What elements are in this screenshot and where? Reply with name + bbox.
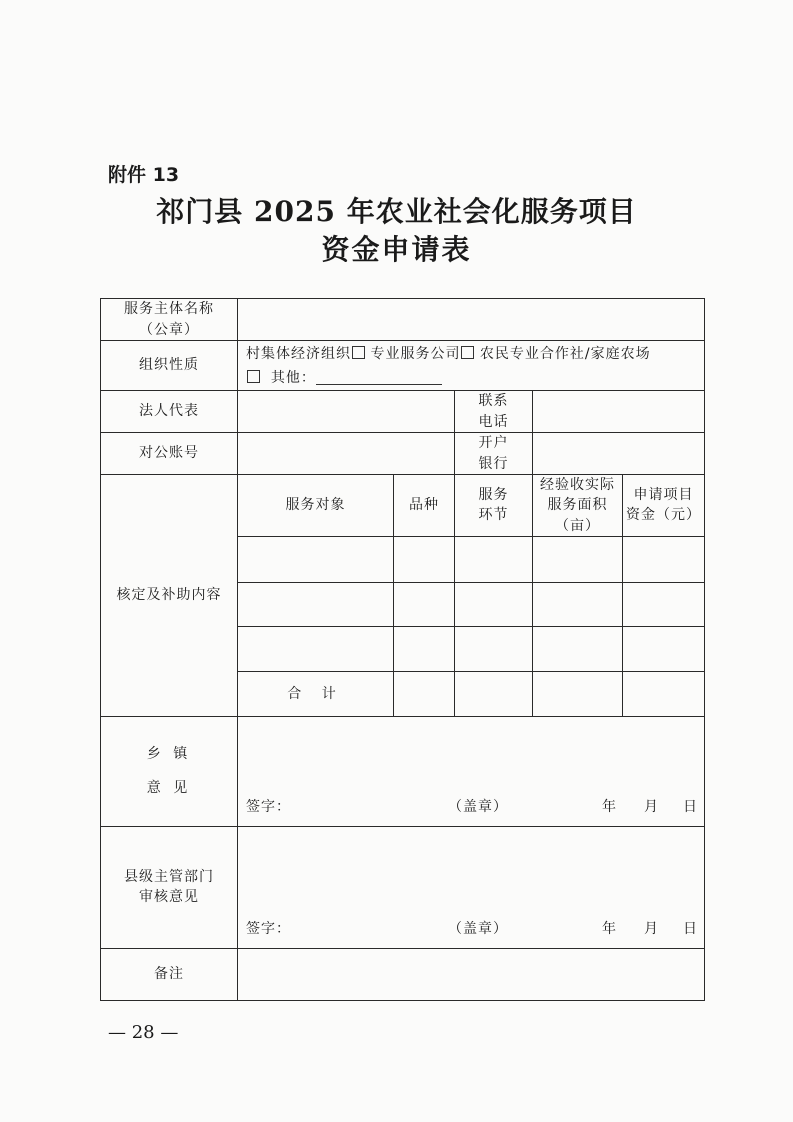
table-cell[interactable]	[238, 536, 394, 582]
total-label: 合 计	[238, 671, 394, 716]
table-cell[interactable]	[455, 582, 533, 626]
legal-rep-label: 法人代表	[101, 391, 238, 433]
month-label: 月	[644, 798, 659, 815]
org-name-label: 服务主体名称 （公章）	[101, 299, 238, 341]
signature-row	[246, 797, 698, 817]
table-cell[interactable]	[394, 626, 455, 671]
document-subtitle: 资金申请表	[321, 233, 472, 266]
remarks-field[interactable]	[238, 948, 705, 1000]
table-cell[interactable]	[533, 626, 623, 671]
year-label: 年	[602, 798, 617, 815]
table-cell[interactable]	[455, 626, 533, 671]
town-opinion-label: 乡 镇 意 见	[101, 716, 238, 826]
org-type-options: 村集体经济组织 专业服务公司 农民专业合作社/家庭农场 其他：	[238, 341, 705, 391]
table-cell[interactable]	[394, 536, 455, 582]
account-label: 对公账号	[101, 433, 238, 475]
col-header-service-link: 服务 环节	[455, 475, 533, 537]
document-title: 祁门县 2025 年农业社会化服务项目	[156, 195, 637, 228]
col-header-project-funds: 申请项目 资金（元）	[623, 475, 705, 537]
table-cell[interactable]	[394, 671, 455, 716]
sign-label: 签字：	[246, 798, 291, 815]
sign-label: 签字：	[246, 920, 291, 937]
org-name-field[interactable]	[238, 299, 705, 341]
table-cell[interactable]	[623, 582, 705, 626]
table-cell[interactable]	[238, 582, 394, 626]
remarks-label: 备注	[101, 948, 238, 1000]
page-number: — 28 —	[108, 1022, 179, 1043]
year-label: 年	[602, 920, 617, 937]
day-label: 日	[683, 920, 698, 937]
table-cell[interactable]	[623, 671, 705, 716]
table-cell[interactable]	[533, 582, 623, 626]
table-cell[interactable]	[623, 626, 705, 671]
signature-row	[246, 919, 698, 939]
table-cell[interactable]	[533, 536, 623, 582]
table-cell[interactable]	[455, 671, 533, 716]
org-type-label: 组织性质	[101, 341, 238, 391]
day-label: 日	[683, 798, 698, 815]
table-cell[interactable]	[238, 626, 394, 671]
table-cell[interactable]	[623, 536, 705, 582]
attachment-label: 附件 13	[108, 164, 180, 186]
town-opinion-field[interactable]	[238, 716, 705, 826]
other-type-field[interactable]	[316, 370, 442, 385]
checkbox-village-collective[interactable]	[352, 346, 365, 359]
seal-label: （盖章）	[448, 798, 508, 815]
account-field[interactable]	[238, 433, 455, 475]
table-cell[interactable]	[533, 671, 623, 716]
county-opinion-field[interactable]	[238, 826, 705, 948]
checkbox-cooperative-farm[interactable]	[247, 370, 260, 383]
subsidy-content-label: 核定及补助内容	[101, 475, 238, 717]
col-header-service-area: 经验收实际 服务面积 （亩）	[533, 475, 623, 537]
col-header-variety: 品种	[394, 475, 455, 537]
application-form-table	[100, 298, 705, 1001]
checkbox-service-company[interactable]	[461, 346, 474, 359]
legal-rep-field[interactable]	[238, 391, 455, 433]
county-opinion-label: 县级主管部门 审核意见	[101, 826, 238, 948]
table-cell[interactable]	[455, 536, 533, 582]
month-label: 月	[644, 920, 659, 937]
bank-label: 开户 银行	[455, 433, 533, 475]
seal-label: （盖章）	[448, 920, 508, 937]
bank-field[interactable]	[533, 433, 705, 475]
col-header-service-object: 服务对象	[238, 475, 394, 537]
phone-field[interactable]	[533, 391, 705, 433]
table-cell[interactable]	[394, 582, 455, 626]
phone-label: 联系 电话	[455, 391, 533, 433]
